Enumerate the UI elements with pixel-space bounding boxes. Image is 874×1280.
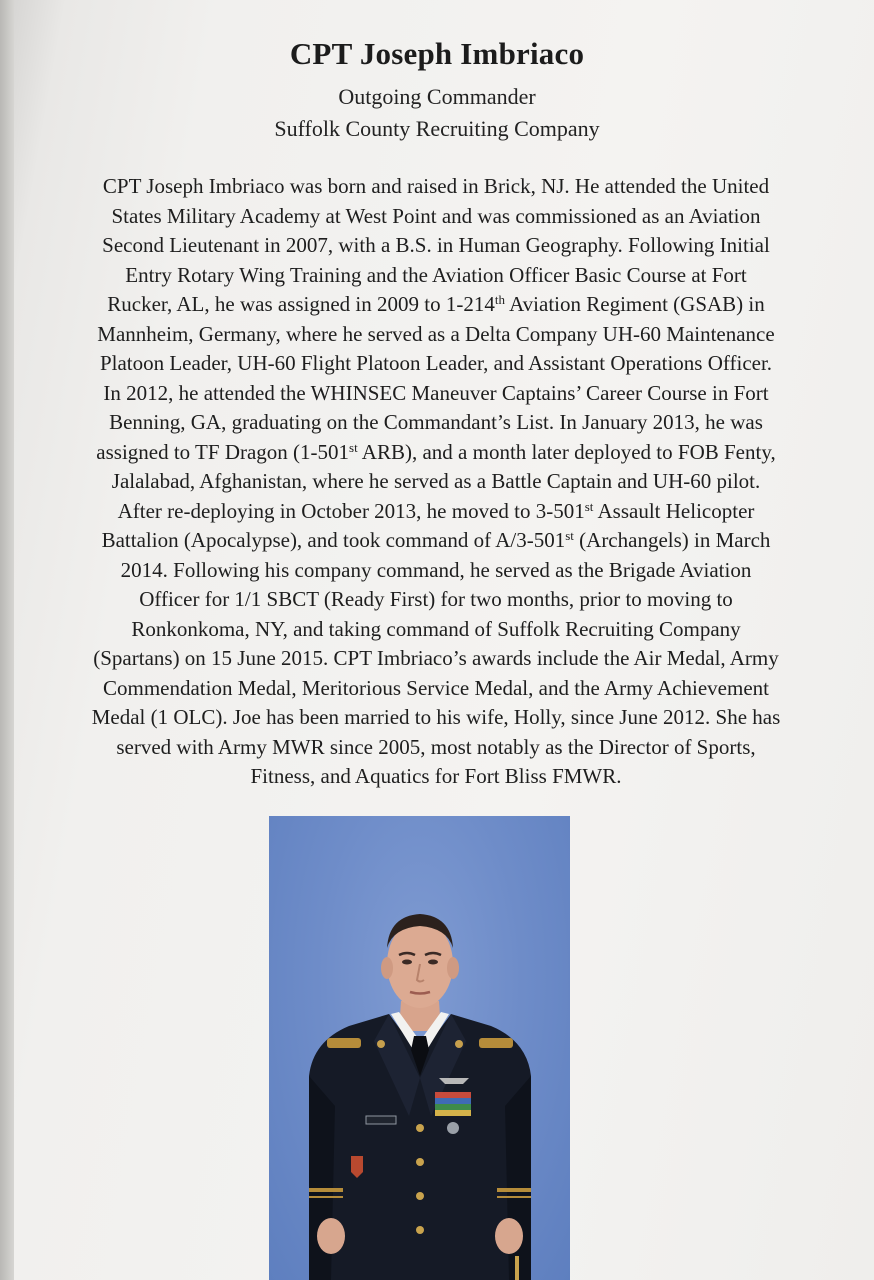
- bio-line: [26, 497, 846, 527]
- page-shadow-edge: [0, 0, 14, 1280]
- ordinal-superscript: st: [349, 439, 358, 455]
- bio-line: [26, 379, 846, 409]
- bio-line: [26, 290, 846, 320]
- bio-text: Aviation Regiment (GSAB) in: [504, 292, 765, 316]
- subtitle-role: Outgoing Commander: [338, 84, 536, 109]
- bio-line: [26, 585, 846, 615]
- ordinal-superscript: st: [584, 498, 594, 514]
- bio-text: Jalalabad, Afghanistan, where he served as a Battle Captain and UH-60 pilot.: [111, 469, 761, 493]
- bio-text: CPT Joseph Imbriaco was born and raised in Brick, NJ. He attended the United: [102, 174, 770, 198]
- bio-text: After re-deploying in October 2013, he moved to 3-501: [117, 498, 585, 523]
- bio-line: [26, 349, 846, 379]
- bio-text: (Spartans) on 15 June 2015. CPT Imbriaco’s awards include the Air Medal, Army: [93, 646, 779, 670]
- bio-text: Ronkonkoma, NY, and taking command of Suffolk Recruiting Company: [131, 616, 741, 641]
- bio-text: assigned to TF Dragon (1-501: [96, 439, 350, 464]
- bio-text: 2014. Following his company command, he served as the Brigade Aviation: [120, 557, 752, 582]
- bio-text: Officer for 1/1 SBCT (Ready First) for two months, prior to moving to: [139, 587, 733, 611]
- bio-line: [26, 408, 846, 438]
- bio-line: [26, 320, 846, 350]
- bio-line: [26, 438, 846, 468]
- bio-line: [26, 703, 846, 733]
- bio-text: Commendation Medal, Meritorious Service Medal, and the Army Achievement: [102, 675, 769, 700]
- bio-line: [26, 615, 846, 645]
- bio-line: [26, 467, 846, 497]
- page-title: CPT Joseph Imbriaco: [289, 36, 585, 71]
- bio-line: [26, 526, 846, 556]
- bio-line: [26, 202, 846, 232]
- subtitle-unit: Suffolk County Recruiting Company: [274, 116, 600, 141]
- bio-text: In 2012, he attended the WHINSEC Maneuver Captains’ Career Course in Fort: [103, 380, 769, 405]
- portrait-photo: [269, 816, 570, 1280]
- bio-line: [26, 231, 846, 261]
- bio-text: Assault Helicopter: [593, 498, 755, 523]
- ordinal-superscript: th: [494, 292, 505, 307]
- biography-paragraph: [26, 172, 846, 792]
- ordinal-superscript: st: [565, 528, 574, 543]
- bio-text: Rucker, AL, he was assigned in 2009 to 1-214: [107, 292, 495, 316]
- bio-line: [26, 733, 846, 763]
- bio-text: Mannheim, Germany, where he served as a Delta Company UH-60 Maintenance: [97, 321, 775, 346]
- bio-line: [26, 556, 846, 586]
- bio-line: [26, 674, 846, 704]
- bio-text: ARB), and a month later deployed to FOB Fenty,: [357, 439, 776, 464]
- bio-text: Benning, GA, graduating on the Commandant’s List. In January 2013, he was: [109, 410, 763, 434]
- bio-text: Second Lieutenant in 2007, with a B.S. in Human Geography. Following Initial: [102, 233, 770, 257]
- bio-text: Medal (1 OLC). Joe has been married to his wife, Holly, since June 2012. She has: [91, 705, 781, 729]
- bio-text: Platoon Leader, UH-60 Flight Platoon Leader, and Assistant Operations Officer.: [99, 351, 773, 375]
- bio-line: [26, 261, 846, 291]
- bio-line: [26, 644, 846, 674]
- bio-text: States Military Academy at West Point and was commissioned as an Aviation: [111, 203, 761, 228]
- officer-portrait-icon: [269, 816, 570, 1280]
- bio-text: (Archangels) in March: [573, 528, 771, 552]
- bio-text: Battalion (Apocalypse), and took command of A/3-501: [101, 528, 566, 552]
- bio-text: Entry Rotary Wing Training and the Aviation Officer Basic Course at Fort: [125, 262, 747, 287]
- bio-line: [26, 172, 846, 202]
- bio-text: served with Army MWR since 2005, most notably as the Director of Sports,: [116, 734, 756, 759]
- bio-line: [26, 762, 846, 792]
- bio-text: Fitness, and Aquatics for Fort Bliss FMWR.: [250, 764, 622, 788]
